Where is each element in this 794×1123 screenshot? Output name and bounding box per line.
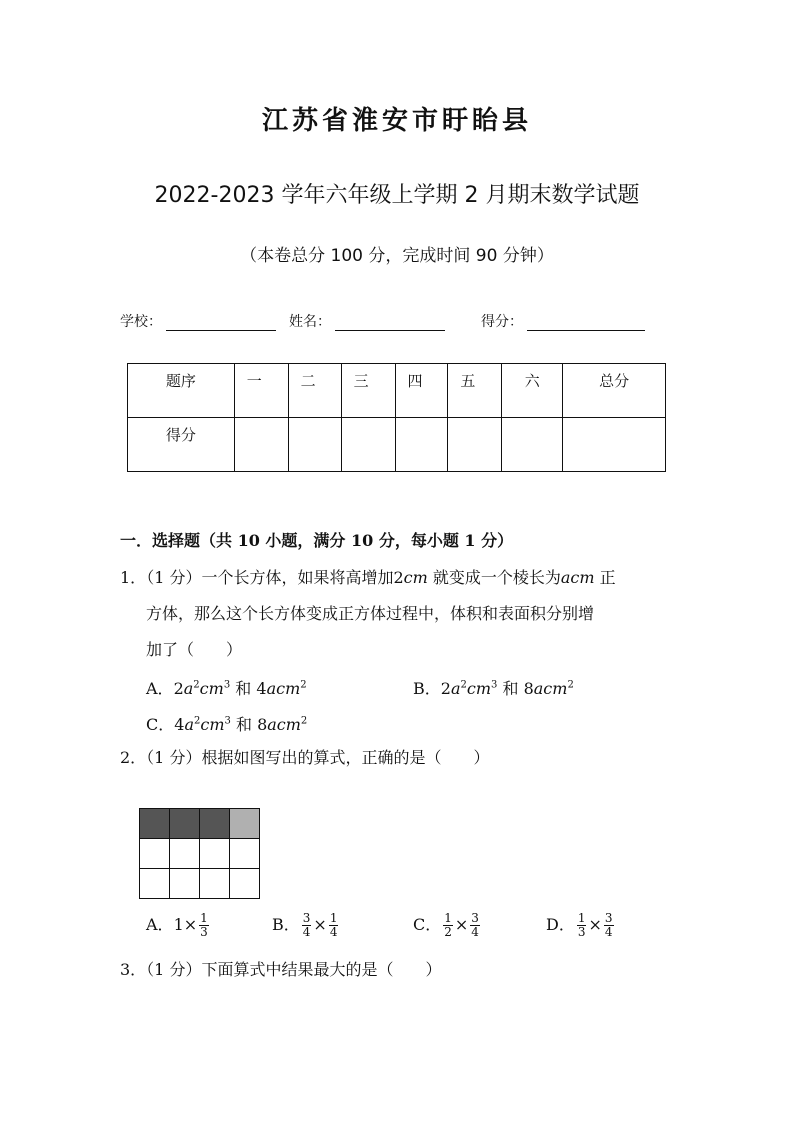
times-sign: × bbox=[588, 915, 602, 934]
numerator: 1 bbox=[329, 911, 338, 925]
option-text: 4 bbox=[256, 679, 267, 698]
table-header-cell: 总分 bbox=[563, 364, 666, 418]
fraction bbox=[443, 912, 453, 939]
math-var: a bbox=[183, 679, 194, 698]
question-3: 3．（1 分）下面算式中结果最大的是（ ） bbox=[120, 960, 442, 979]
grid-cell bbox=[229, 808, 260, 839]
grid-cell bbox=[139, 808, 170, 839]
fraction bbox=[329, 912, 339, 939]
option-letter: B． bbox=[272, 915, 300, 934]
numerator: 1 bbox=[444, 911, 452, 925]
math-var: acm bbox=[533, 679, 568, 698]
exponent: 2 bbox=[300, 715, 308, 727]
question-text: （1 分）一个长方体，如果将高增加 bbox=[146, 568, 394, 587]
option-text: 和 bbox=[230, 679, 257, 698]
score-cell[interactable] bbox=[341, 418, 395, 472]
option-letter: B． bbox=[413, 679, 441, 698]
option-text: 和 bbox=[230, 715, 258, 734]
denominator: 4 bbox=[471, 925, 479, 939]
grid-cell bbox=[199, 868, 230, 899]
math-var: acm bbox=[266, 679, 301, 698]
option-text: 8 bbox=[257, 715, 268, 734]
score-label: 得分： bbox=[481, 314, 523, 330]
math-var: a bbox=[184, 715, 194, 734]
numerator: 1 bbox=[577, 911, 586, 925]
math-var: cm bbox=[199, 679, 224, 698]
math-var: cm bbox=[200, 715, 225, 734]
fraction bbox=[302, 912, 312, 939]
question-text: 就变成一个棱长为 bbox=[427, 568, 561, 587]
exponent: 2 bbox=[300, 679, 307, 691]
denominator: 3 bbox=[200, 925, 208, 939]
option-letter: C． bbox=[413, 915, 442, 934]
exponent: 2 bbox=[193, 679, 200, 691]
table-header-cell: 六 bbox=[502, 364, 563, 418]
grid-cell bbox=[229, 868, 260, 899]
q2-option-c[interactable] bbox=[413, 912, 482, 939]
name-blank[interactable] bbox=[335, 314, 445, 331]
q1-option-a[interactable] bbox=[146, 676, 307, 699]
score-cell[interactable] bbox=[395, 418, 448, 472]
option-letter: C． bbox=[146, 715, 175, 734]
exam-subtitle: （本卷总分 100 分，完成时间 90 分钟） bbox=[240, 246, 554, 266]
grid-cell bbox=[139, 838, 170, 869]
option-text: 8 bbox=[523, 679, 534, 698]
option-letter: A． bbox=[146, 915, 174, 934]
grid-cell bbox=[199, 808, 230, 839]
question-1-line1 bbox=[120, 560, 680, 596]
question-text: 2 bbox=[393, 568, 404, 587]
table-header-cell: 五 bbox=[448, 364, 502, 418]
exponent: 2 bbox=[193, 715, 201, 727]
option-text: 1 bbox=[173, 915, 184, 934]
option-text: 和 bbox=[497, 679, 524, 698]
numerator: 3 bbox=[471, 911, 479, 925]
option-text: 4 bbox=[174, 715, 185, 734]
numerator: 3 bbox=[604, 911, 613, 925]
math-var: acm bbox=[560, 568, 595, 587]
numerator: 3 bbox=[302, 911, 311, 925]
fraction bbox=[199, 912, 209, 939]
grid-cell bbox=[169, 808, 200, 839]
table-header-cell: 三 bbox=[341, 364, 395, 418]
fraction-grid-figure bbox=[139, 808, 260, 899]
table-header-cell: 二 bbox=[288, 364, 341, 418]
denominator: 2 bbox=[444, 925, 452, 939]
school-field bbox=[120, 311, 276, 331]
score-table-score-row bbox=[128, 418, 666, 472]
page-title: 江苏省淮安市盱眙县 bbox=[261, 106, 532, 136]
grid-cell bbox=[139, 868, 170, 899]
exponent: 3 bbox=[223, 679, 231, 691]
denominator: 4 bbox=[604, 925, 613, 939]
fraction bbox=[604, 912, 614, 939]
score-table-header-row bbox=[128, 364, 666, 418]
score-cell[interactable] bbox=[234, 418, 288, 472]
math-var: acm bbox=[267, 715, 301, 734]
times-sign: × bbox=[454, 915, 469, 934]
exam-title: 2022-2023 学年六年级上学期 2 月期末数学试题 bbox=[154, 183, 640, 208]
grid-cell bbox=[169, 838, 200, 869]
grid-cell bbox=[199, 838, 230, 869]
option-letter: D． bbox=[546, 915, 575, 934]
math-var: cm bbox=[466, 679, 492, 698]
school-blank[interactable] bbox=[166, 314, 276, 331]
name-field bbox=[289, 311, 445, 331]
question-text: 正 bbox=[594, 568, 616, 587]
table-header-cell: 一 bbox=[234, 364, 288, 418]
score-cell[interactable] bbox=[448, 418, 502, 472]
table-row-label: 得分 bbox=[128, 418, 235, 472]
numerator: 1 bbox=[200, 911, 208, 925]
math-var: a bbox=[450, 679, 461, 698]
denominator: 4 bbox=[329, 925, 338, 939]
score-cell[interactable] bbox=[563, 418, 666, 472]
score-cell[interactable] bbox=[502, 418, 563, 472]
fraction bbox=[470, 912, 480, 939]
option-text: 2 bbox=[440, 679, 451, 698]
q2-option-a[interactable] bbox=[146, 912, 211, 939]
exponent: 2 bbox=[567, 679, 574, 691]
times-sign: × bbox=[183, 915, 198, 934]
name-label: 姓名： bbox=[289, 314, 331, 330]
option-letter: A． bbox=[146, 679, 174, 698]
exponent: 2 bbox=[460, 679, 467, 691]
score-cell[interactable] bbox=[288, 418, 341, 472]
grid-cell bbox=[229, 838, 260, 869]
section-heading: 一．选择题（共 10 小题，满分 10 分，每小题 1 分） bbox=[120, 531, 514, 550]
q1-option-b[interactable] bbox=[413, 676, 574, 699]
table-header-cell: 四 bbox=[395, 364, 448, 418]
exponent: 3 bbox=[224, 715, 231, 727]
times-sign: × bbox=[313, 915, 327, 934]
denominator: 3 bbox=[577, 925, 586, 939]
question-2: 2．（1 分）根据如图写出的算式，正确的是（ ） bbox=[120, 748, 490, 767]
math-var: cm bbox=[403, 568, 428, 587]
question-1-line3: 加了（ ） bbox=[146, 640, 243, 659]
score-blank[interactable] bbox=[527, 314, 645, 331]
exponent: 3 bbox=[491, 679, 498, 691]
table-header-cell: 题序 bbox=[128, 364, 235, 418]
score-table bbox=[127, 363, 666, 472]
q2-option-b[interactable] bbox=[272, 912, 340, 939]
q2-option-d[interactable] bbox=[546, 912, 616, 939]
question-number: 1． bbox=[120, 568, 147, 587]
option-text: 2 bbox=[173, 679, 184, 698]
question-1-line2: 方体，那么这个长方体变成正方体过程中，体积和表面积分别增 bbox=[146, 604, 595, 623]
school-label: 学校： bbox=[120, 314, 162, 330]
grid-cell bbox=[169, 868, 200, 899]
score-field bbox=[481, 311, 645, 331]
fraction bbox=[577, 912, 587, 939]
q1-option-c[interactable] bbox=[146, 712, 307, 735]
denominator: 4 bbox=[302, 925, 311, 939]
